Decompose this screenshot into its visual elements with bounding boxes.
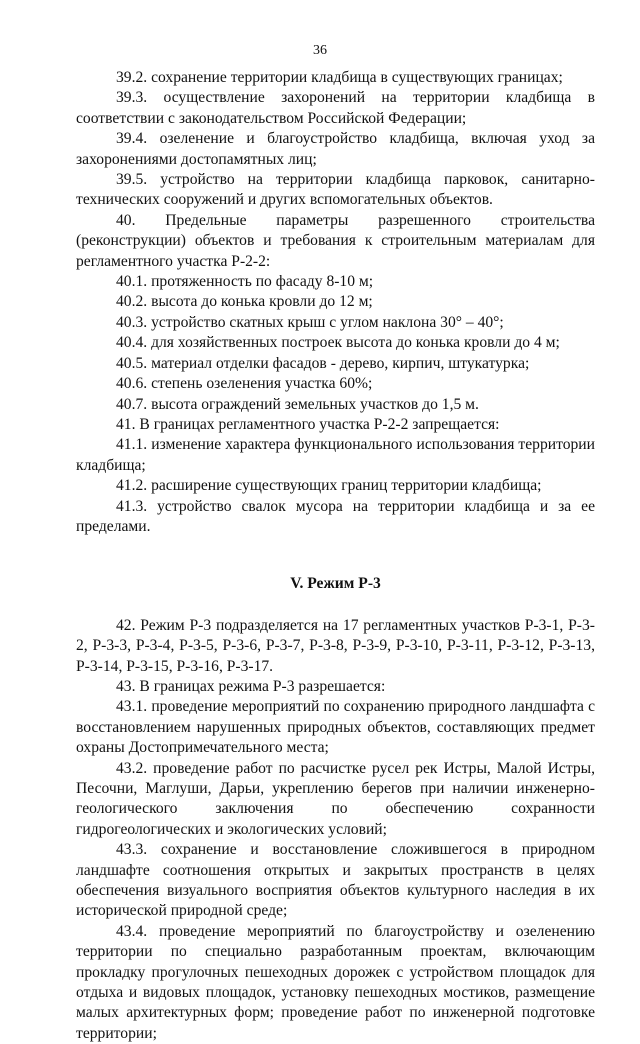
spacer	[76, 595, 595, 616]
spacer	[76, 537, 595, 574]
paragraph-39-2: 39.2. сохранение территории кладбища в существующих границах;	[116, 69, 563, 86]
paragraph-39-5: 39.5. устройство на территории кладбища парковок, санитарно-технических сооружений и других вспомогательных объектов.	[76, 171, 595, 209]
paragraph-40-3: 40.3. устройство скатных крыш с углом наклона 30° – 40°;	[116, 313, 504, 331]
paragraph-43-4: 43.4. проведение мероприятий по благоустройству и озеленению территории по специально разработанным проектам, включающим прокладку прогулочных пешеходных дорожек с устройством площадок для отдыха и видовых площадок, установку пешеходных мостиков, размещение малых архитектурных форм; проведение работ по инженерной подготовке территории;	[76, 922, 595, 1042]
paragraph-39-3: 39.3. осуществление захоронений на территории кладбища в соответствии с законодательством Российской Федерации;	[76, 89, 595, 127]
paragraph-43-1: 43.1. проведение мероприятий по сохранению природного ландшафта с восстановлением нарушенных природных объектов, составляющих предмет охраны Достопримечательного места;	[76, 698, 595, 757]
paragraph-43-3: 43.3. сохранение и восстановление сложившегося в природном ландшафте соотношения открытых и закрытых пространств в целях обеспечения визуального восприятия объектов культурного наследия в их исторической природной среде;	[76, 841, 595, 920]
paragraph-40-1: 40.1. протяженность по фасаду 8-10 м;	[116, 273, 374, 291]
paragraph-40-5: 40.5. материал отделки фасадов - дерево, кирпич, штукатурка;	[116, 354, 530, 372]
paragraph-41-1: 41.1. изменение характера функционального использования территории кладбища;	[76, 436, 595, 474]
page-number: 36	[313, 43, 327, 58]
paragraph-42: 42. Режим Р-3 подразделяется на 17 регламентных участков Р-3-1, Р-3-2, Р-3-3, Р-3-4, Р-3-5, Р-3-6, Р-3-7, Р-3-8, Р-3-9, Р-3-10, Р-3-11, Р-3-12, Р-3-13, Р-3-14, Р-3-15, Р-3-16, Р-3-17.	[76, 616, 595, 675]
paragraph-43-2: 43.2. проведение работ по расчистке русел рек Истры, Малой Истры, Песочни, Маглуши, Дарьи, укреплению берегов при наличии инженерно-геологического заключения по обеспечению сохранности гидрогеологических и экологических условий;	[76, 759, 595, 838]
paragraph-40-2: 40.2. высота до конька кровли до 12 м;	[116, 293, 373, 311]
paragraph-41-3: 41.3. устройство свалок мусора на территории кладбища и за ее пределами.	[76, 497, 595, 535]
paragraph-41: 41. В границах регламентного участка Р-2-2 запрещается:	[116, 415, 500, 433]
paragraph-40: 40. Предельные параметры разрешенного строительства (реконструкции) объектов и требования к строительным материалам для регламентного участка Р-2-2:	[76, 211, 595, 270]
section-heading: V. Режим Р-3	[290, 575, 381, 593]
paragraph-40-4: 40.4. для хозяйственных построек высота до конька кровли до 4 м;	[116, 334, 560, 352]
paragraph-43: 43. В границах режима Р-3 разрешается:	[116, 677, 386, 695]
document-body	[76, 68, 595, 1044]
paragraph-40-6: 40.6. степень озеленения участка 60%;	[116, 375, 373, 393]
paragraph-39-4: 39.4. озеленение и благоустройство кладбища, включая уход за захоронениями достопамятных лиц;	[76, 130, 595, 168]
paragraph-41-2: 41.2. расширение существующих границ территории кладбища;	[116, 477, 542, 495]
paragraph-40-7: 40.7. высота ограждений земельных участков до 1,5 м.	[116, 395, 479, 413]
